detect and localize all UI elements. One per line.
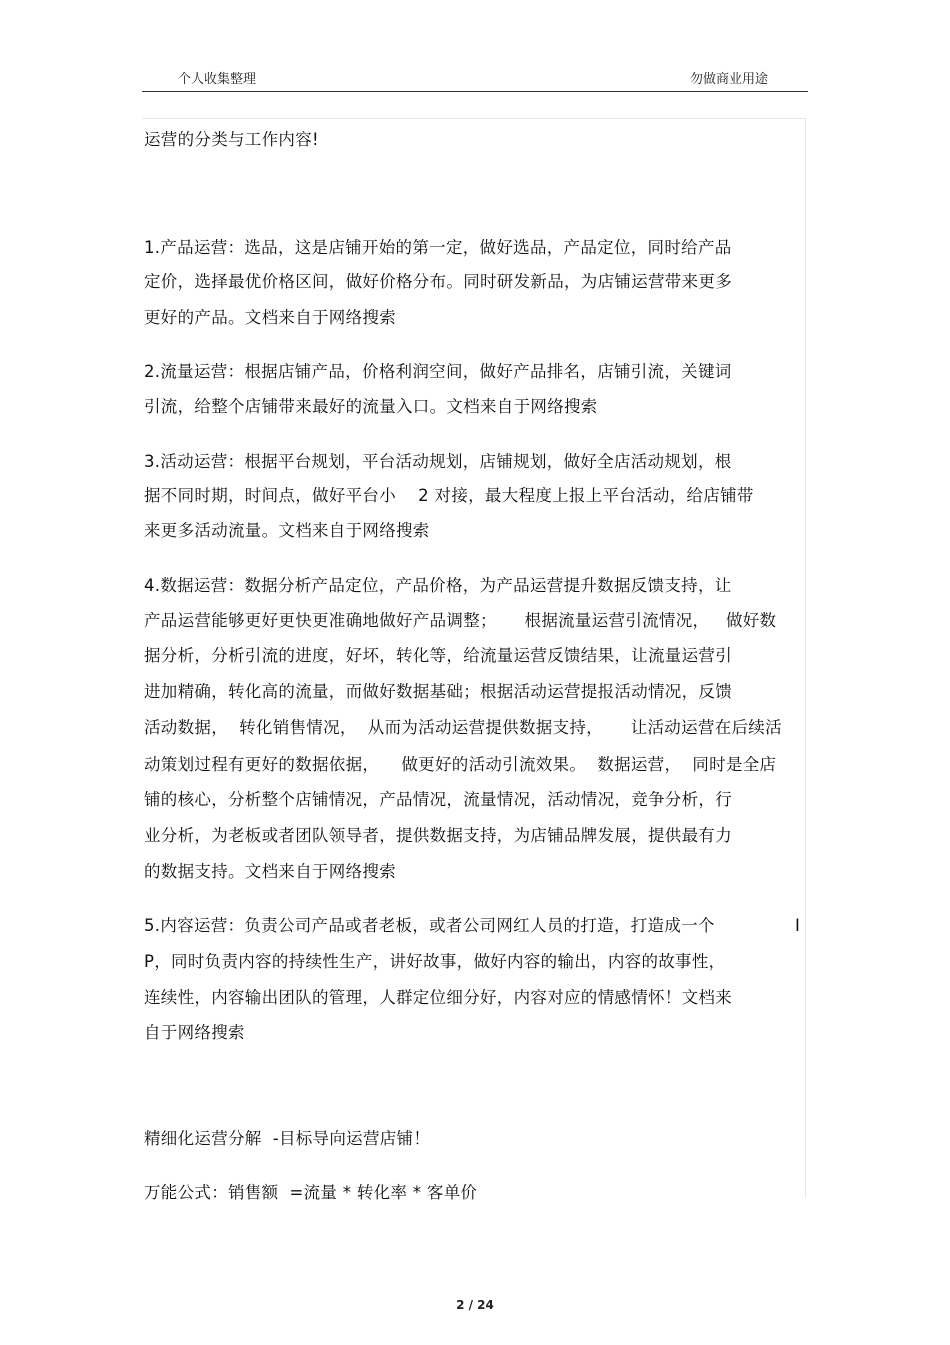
text-line: 铺的核心，分析整个店铺情况，产品情况，流量情况，活动情况，竞争分析，行 — [144, 790, 732, 809]
text-line: 进加精确，转化高的流量，而做好数据基础；根据活动运营提报活动情况，反馈 — [144, 682, 732, 701]
text-line: 1.产品运营：选品，这是店铺开始的第一定，做好选品，产品定位，同时给产品 — [144, 238, 732, 257]
page-header-left: 个人收集整理 — [178, 72, 257, 87]
text-line: 定价，选择最优价格区间，做好价格分布。同时研发新品，为店铺运营带来更多 — [144, 272, 732, 291]
text-line: P，同时负责内容的持续性生产，讲好故事，做好内容的输出，内容的故事性， — [144, 952, 726, 971]
header-divider — [142, 91, 808, 92]
text-line: 产品运营能够更好更快更准确地做好产品调整； 根据流量运营引流情况， 做好数 — [144, 611, 777, 630]
text-line-trailing-char: I — [795, 916, 800, 935]
text-line: 更好的产品。文档来自于网络搜索 — [144, 308, 396, 327]
page-header-right: 勿做商业用途 — [690, 72, 769, 87]
page-number: 2 / 24 — [456, 1298, 494, 1312]
text-line: 引流，给整个店铺带来最好的流量入口。文档来自于网络搜索 — [144, 397, 598, 416]
text-line: 活动数据， 转化销售情况， 从而为活动运营提供数据支持， 让活动运营在后续活 — [144, 718, 782, 737]
text-line: 3.活动运营：根据平台规划，平台活动规划，店铺规划，做好全店活动规划，根 — [144, 452, 732, 471]
text-line: 连续性，内容输出团队的管理，人群定位细分好，内容对应的情感情怀！文档来 — [144, 988, 732, 1007]
text-line: 5.内容运营：负责公司产品或者老板，或者公司网红人员的打造，打造成一个 — [144, 916, 715, 935]
text-line: 2.流量运营：根据店铺产品，价格利润空间，做好产品排名，店铺引流，关键词 — [144, 362, 732, 381]
document-title: 运营的分类与工作内容! — [144, 130, 319, 149]
text-line: 动策划过程有更好的数据依据， 做更好的活动引流效果。 数据运营， 同时是全店 — [144, 755, 777, 774]
text-line: 的数据支持。文档来自于网络搜索 — [144, 862, 396, 881]
text-line: 据不同时期，时间点，做好平台小 2 对接，最大程度上报上平台活动，给店铺带 — [144, 486, 754, 505]
text-line: 业分析，为老板或者团队领导者，提供数据支持，为店铺品牌发展，提供最有力 — [144, 826, 732, 845]
section-title: 精细化运营分解 -目标导向运营店铺！ — [144, 1129, 431, 1148]
formula-line: 万能公式：销售额 =流量 * 转化率 * 客单价 — [144, 1183, 478, 1202]
text-line: 据分析，分析引流的进度，好坏，转化等，给流量运营反馈结果，让流量运营引 — [144, 646, 732, 665]
text-line: 自于网络搜索 — [144, 1023, 245, 1042]
text-line: 来更多活动流量。文档来自于网络搜索 — [144, 521, 430, 540]
text-line: 4.数据运营：数据分析产品定位，产品价格，为产品运营提升数据反馈支持，让 — [144, 576, 732, 595]
